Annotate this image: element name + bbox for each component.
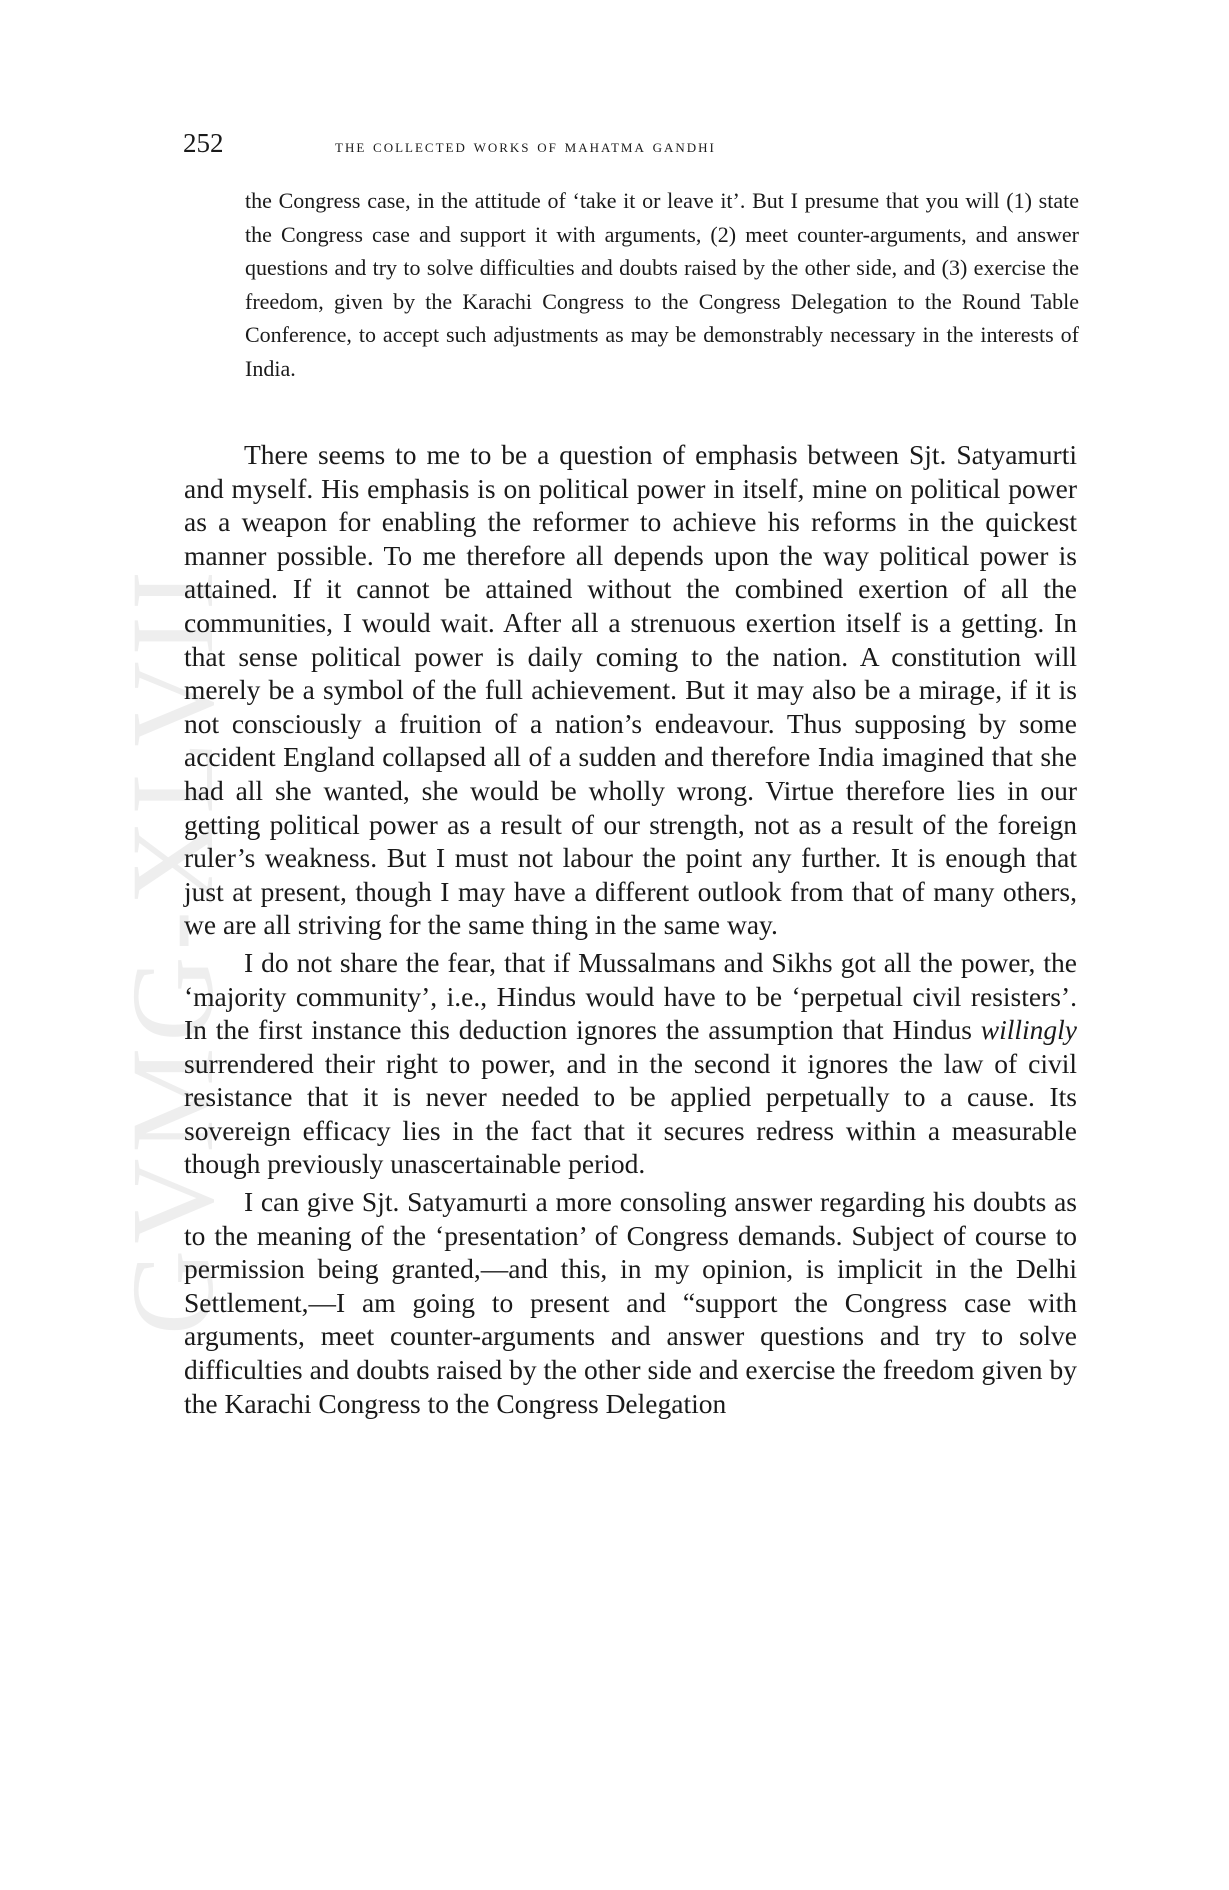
quote-paragraph: the Congress case, in the attitude of ‘take it or leave it’. But I presume that you will (1) state the Congress case and support it with arguments, (2) meet counter-arguments, and answer questions and try to solve difficulties and doubts raised by the other side, and (3) exercise the freedom, given by the Karachi Congress to the Congress Delegation to the Round Table Conference, to accept such adjustments as may be demonstrably necessary in the interests of India. xyxy=(245,188,1079,381)
italic-word: willingly xyxy=(980,1014,1077,1046)
paragraph-civil-resistance-part1: I do not share the fear, that if Mussalmans and Sikhs got all the power, the ‘majority community’, i.e., Hindus would have to be ‘perpetual civil resisters’. In the first instance this deduction ignores the assumption that Hindus xyxy=(184,946,1077,1046)
paragraph-emphasis: There seems to me to be a question of emphasis between Sjt. Satyamurti and myself. His emphasis is on political power in itself, mine on political power as a weapon for enabling the reformer to achieve his reforms in the quickest manner possible. To me therefore all depends upon the way political power is attained. If it cannot be attained without the combined exertion of all the communities, I would wait. After all a strenuous exertion itself is a getting. In that sense political power is daily coming to the nation. A constitution will merely be a symbol of the full achievement. But it may also be a mirage, if it is not consciously a fruition of a nation’s endeavour. Thus supposing by some accident England collapsed all of a sudden and therefore India imagined that she had all she wanted, she would be wholly wrong. Virtue therefore lies in our getting political power as a result of our strength, not as a result of the foreign ruler’s weakness. But I must not labour the point any further. It is enough that just at present, though I may have a different outlook from that of many others, we are all striving for the same thing in the same way. xyxy=(184,439,1077,941)
running-head: the collected works of mahatma gandhi xyxy=(335,136,716,157)
paragraph-civil-resistance-part2: surrendered their right to power, and in the second it ignores the law of civil resistance that it is never needed to be applied perpetually to a cause. Its sovereign efficacy lies in the fact that it secures redress within a measurable though previously unascertainable period. xyxy=(184,1047,1077,1180)
body-text xyxy=(184,438,1077,1420)
paragraph-presentation: I can give Sjt. Satyamurti a more consoling answer regarding his doubts as to the meaning of the ‘presentation’ of Congress demands. Subject of course to permission being granted,—and this, in my opinion, is implicit in the Delhi Settlement,—I am going to present and “support the Congress case with arguments, meet counter-arguments and answer questions and try to solve difficulties and doubts raised by the other side and exercise the freedom given by the Karachi Congress to the Congress Delegation xyxy=(184,1186,1077,1419)
page-number: 252 xyxy=(183,128,224,158)
paragraph-civil-resistance xyxy=(184,946,1077,1181)
page-header xyxy=(183,128,1083,168)
quoted-letter-excerpt xyxy=(245,184,1079,385)
watermark-text: GVMG-XLVII xyxy=(107,564,238,1336)
